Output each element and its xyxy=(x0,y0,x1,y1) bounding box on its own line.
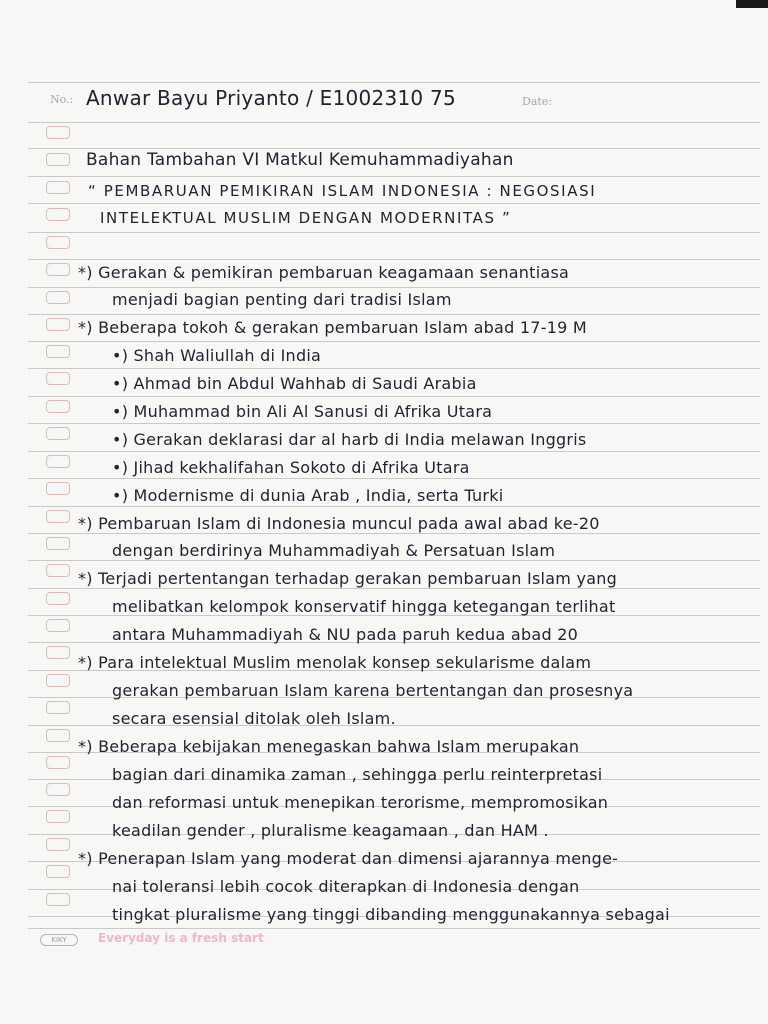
margin-box xyxy=(46,838,70,851)
title-line-1: Bahan Tambahan VI Matkul Kemuhammadiyahan xyxy=(86,150,514,170)
note-line: *) Beberapa kebijakan menegaskan bahwa Islam merupakan xyxy=(78,737,580,756)
margin-box xyxy=(46,153,70,166)
note-line: menjadi bagian penting dari tradisi Islam xyxy=(112,290,452,309)
margin-box xyxy=(46,345,70,358)
margin-box xyxy=(46,291,70,304)
ruled-line xyxy=(28,396,760,397)
note-line: melibatkan kelompok konservatif hingga ketegangan terlihat xyxy=(112,597,616,616)
no-label: No.: xyxy=(50,93,74,106)
brand-mark: KIKY xyxy=(40,934,78,946)
scan-edge xyxy=(736,0,768,8)
note-line: •) Gerakan deklarasi dar al harb di India melawan Inggris xyxy=(112,430,587,449)
ruled-line xyxy=(28,314,760,315)
margin-box xyxy=(46,372,70,385)
note-line: •) Shah Waliullah di India xyxy=(112,346,322,365)
margin-box xyxy=(46,674,70,687)
note-line: *) Terjadi pertentangan terhadap gerakan pembaruan Islam yang xyxy=(78,569,618,588)
margin-box xyxy=(46,537,70,550)
margin-box xyxy=(46,400,70,413)
margin-box xyxy=(46,810,70,823)
ruled-line xyxy=(28,122,760,123)
margin-box xyxy=(46,181,70,194)
margin-box xyxy=(46,893,70,906)
ruled-line xyxy=(28,148,760,149)
ruled-line xyxy=(28,588,760,589)
ruled-line xyxy=(28,82,760,83)
margin-box xyxy=(46,619,70,632)
note-line: *) Penerapan Islam yang moderat dan dimensi ajarannya menge- xyxy=(78,849,619,868)
ruled-line xyxy=(28,232,760,233)
margin-box xyxy=(46,455,70,468)
margin-box xyxy=(46,592,70,605)
ruled-line xyxy=(28,176,760,177)
ruled-line xyxy=(28,451,760,452)
margin-box xyxy=(46,318,70,331)
note-line: secara esensial ditolak oleh Islam. xyxy=(112,709,396,728)
margin-box xyxy=(46,208,70,221)
note-line: gerakan pembaruan Islam karena bertentangan dan prosesnya xyxy=(112,681,634,700)
note-line: *) Beberapa tokoh & gerakan pembaruan Islam abad 17-19 M xyxy=(78,318,587,337)
ruled-line xyxy=(28,533,760,534)
margin-box xyxy=(46,482,70,495)
note-line: •) Muhammad bin Ali Al Sanusi di Afrika Utara xyxy=(112,402,493,421)
ruled-line xyxy=(28,368,760,369)
date-label: Date: xyxy=(522,95,553,108)
ruled-line xyxy=(28,259,760,260)
note-line: *) Gerakan & pemikiran pembaruan keagamaan senantiasa xyxy=(78,263,570,282)
margin-box xyxy=(46,756,70,769)
ruled-line xyxy=(28,423,760,424)
slogan: Everyday is a fresh start xyxy=(98,931,264,945)
margin-box xyxy=(46,646,70,659)
note-line: •) Ahmad bin Abdul Wahhab di Saudi Arabia xyxy=(112,374,477,393)
ruled-line xyxy=(28,506,760,507)
ruled-line xyxy=(28,928,760,929)
note-line: keadilan gender , pluralisme keagamaan , dan HAM . xyxy=(112,821,549,840)
note-line: tingkat pluralisme yang tinggi dibanding menggunakannya sebagai xyxy=(112,905,670,924)
margin-box xyxy=(46,865,70,878)
margin-box xyxy=(46,783,70,796)
margin-box xyxy=(46,564,70,577)
author-line: Anwar Bayu Priyanto / E1002310 75 xyxy=(86,86,456,110)
ruled-line xyxy=(28,341,760,342)
margin-box xyxy=(46,427,70,440)
title-line-2: “ PEMBARUAN PEMIKIRAN ISLAM INDONESIA : NEGOSIASI xyxy=(88,182,597,200)
note-line: nai toleransi lebih cocok diterapkan di Indonesia dengan xyxy=(112,877,580,896)
ruled-line xyxy=(28,287,760,288)
note-line: dan reformasi untuk menepikan terorisme, mempromosikan xyxy=(112,793,609,812)
margin-box xyxy=(46,729,70,742)
note-line: *) Para intelektual Muslim menolak konsep sekularisme dalam xyxy=(78,653,592,672)
note-line: dengan berdirinya Muhammadiyah & Persatuan Islam xyxy=(112,541,556,560)
ruled-line xyxy=(28,203,760,204)
margin-box xyxy=(46,236,70,249)
margin-box xyxy=(46,510,70,523)
ruled-line xyxy=(28,560,760,561)
ruled-line xyxy=(28,478,760,479)
margin-box xyxy=(46,126,70,139)
note-line: bagian dari dinamika zaman , sehingga perlu reinterpretasi xyxy=(112,765,603,784)
note-line: *) Pembaruan Islam di Indonesia muncul pada awal abad ke-20 xyxy=(78,514,600,533)
title-line-3: INTELEKTUAL MUSLIM DENGAN MODERNITAS ” xyxy=(100,209,512,227)
note-line: •) Jihad kekhalifahan Sokoto di Afrika Utara xyxy=(112,458,470,477)
note-line: •) Modernisme di dunia Arab , India, serta Turki xyxy=(112,486,504,505)
note-line: antara Muhammadiyah & NU pada paruh kedua abad 20 xyxy=(112,625,579,644)
margin-box xyxy=(46,701,70,714)
margin-box xyxy=(46,263,70,276)
